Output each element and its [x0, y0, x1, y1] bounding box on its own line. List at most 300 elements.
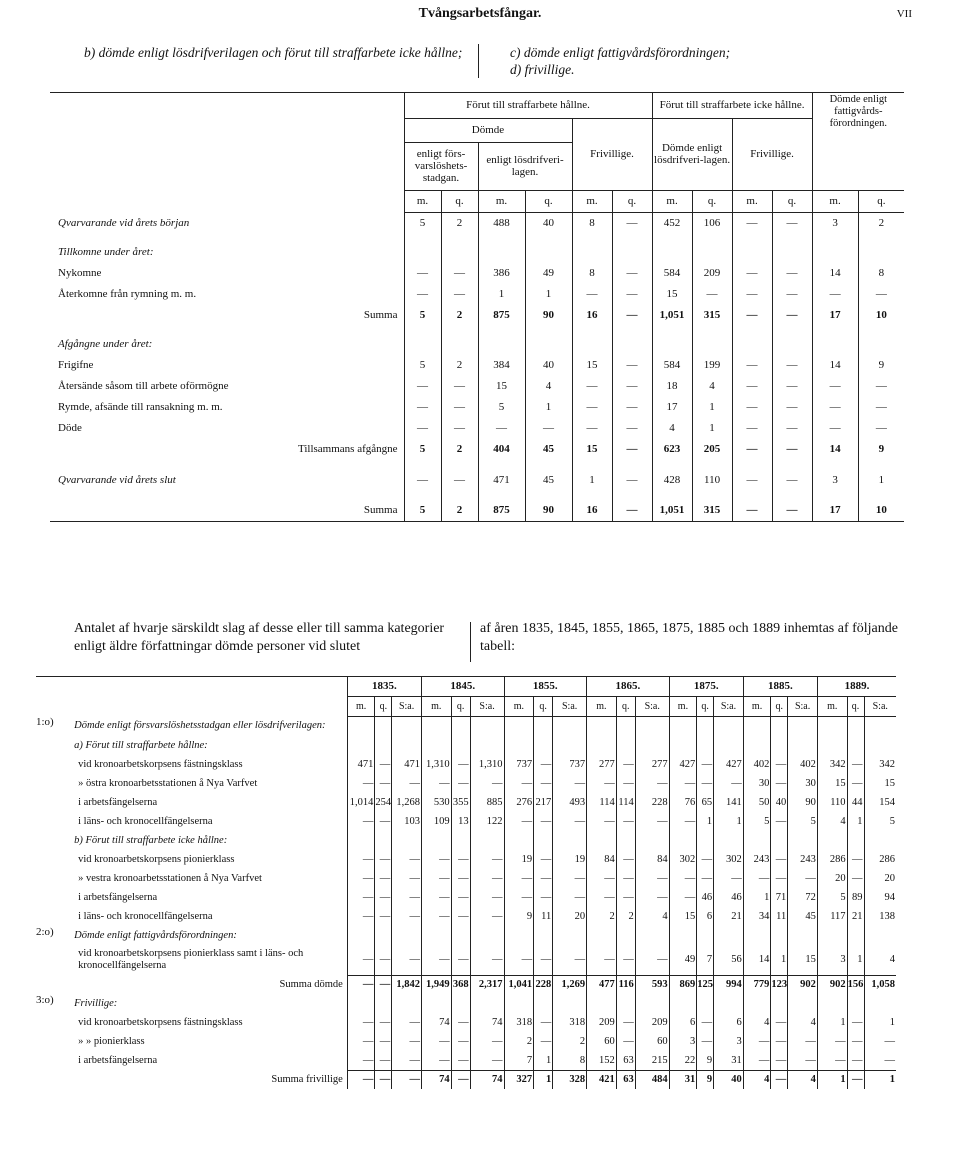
cell: 1 [525, 283, 572, 304]
cell: 471 [478, 469, 525, 490]
cell: 20 [553, 907, 587, 926]
cell [858, 333, 904, 354]
cell: 94 [884, 892, 895, 903]
table-row [36, 774, 896, 793]
cell: 421 [587, 1070, 617, 1089]
cell: 484 [635, 1070, 669, 1089]
cell [743, 736, 771, 755]
cell: — [847, 1013, 864, 1032]
cell: 199 [692, 354, 732, 375]
cell: 10 [858, 500, 904, 521]
unit-header: m. [732, 190, 772, 212]
cell: — [375, 888, 392, 907]
cell [347, 926, 375, 945]
cell: 5 [889, 816, 895, 827]
row-label: Qvarvarande vid årets slut [50, 469, 404, 490]
table-row [50, 333, 904, 354]
cell: 1 [743, 888, 771, 907]
unit-header: m. [478, 190, 525, 212]
cell: 869 [669, 975, 697, 994]
cell: — [470, 774, 504, 793]
cell [504, 831, 534, 850]
cell: 11 [534, 907, 553, 926]
row-label: vid kronoarbetskorpsens fästningsklass [74, 1013, 347, 1032]
cell: 471 [347, 755, 375, 774]
row-number [36, 869, 74, 888]
unit-header: S:a. [635, 696, 669, 716]
unit-header: S:a. [714, 696, 744, 716]
stub-header [36, 676, 347, 716]
cell: 5 [404, 438, 441, 459]
table-row [50, 396, 904, 417]
cell [864, 716, 896, 736]
cell: — [347, 1032, 375, 1051]
paragraph-left: Antalet af hvarje särskildt slag af desse eller till samma kategorier enligt äldre författningar dömde personer vid slutet [74, 621, 445, 654]
cell: — [534, 755, 553, 774]
cell: — [812, 283, 858, 304]
cell [743, 831, 771, 850]
cell: 355 [451, 793, 470, 812]
cell [732, 241, 772, 262]
cell [669, 926, 697, 945]
cell: 277 [587, 755, 617, 774]
unit-header: q. [441, 190, 478, 212]
cell: — [616, 869, 635, 888]
cell [392, 926, 422, 945]
cell [470, 831, 504, 850]
cell: 110 [692, 469, 732, 490]
cell: 737 [553, 755, 587, 774]
cell: 779 [743, 975, 771, 994]
cell: — [847, 1070, 864, 1089]
cell [421, 994, 451, 1013]
cell: 5 [817, 888, 847, 907]
cell: — [553, 945, 587, 975]
row-number [36, 755, 74, 774]
cell: — [392, 869, 422, 888]
cell [612, 241, 652, 262]
cell: — [347, 869, 375, 888]
cell: 1,014 [347, 793, 375, 812]
cell: 22 [669, 1051, 697, 1070]
cell: 89 [847, 888, 864, 907]
cell: 875 [478, 304, 525, 325]
cell [534, 926, 553, 945]
table-row [36, 831, 896, 850]
cell: 3 [714, 1032, 744, 1051]
cell: 4 [889, 954, 895, 966]
cell: — [404, 375, 441, 396]
cell: 20 [884, 873, 895, 884]
cell: 152 [587, 1051, 617, 1070]
cell [392, 716, 422, 736]
row-label: i arbetsfängelserna [74, 793, 347, 812]
cell [572, 241, 612, 262]
cell: 209 [692, 262, 732, 283]
row-number [36, 907, 74, 926]
cell: — [347, 812, 375, 831]
cell: — [347, 1051, 375, 1070]
cell: — [697, 774, 714, 793]
cell: — [572, 283, 612, 304]
cell [392, 831, 422, 850]
cell: — [771, 1032, 788, 1051]
cell: 125 [697, 975, 714, 994]
cell: 1,269 [553, 975, 587, 994]
cell: — [347, 907, 375, 926]
cell: 277 [635, 755, 669, 774]
cell [788, 736, 818, 755]
cell: 71 [771, 888, 788, 907]
cell [375, 926, 392, 945]
cell: — [697, 850, 714, 869]
cell: 1 [817, 1013, 847, 1032]
cell: — [635, 888, 669, 907]
cell [788, 716, 818, 736]
header-frivillige-1: Frivillige. [572, 118, 652, 190]
cell: — [553, 774, 587, 793]
header-fattigvard: Dömde enligt fattigvårds-förordningen. [812, 92, 904, 190]
cell: — [875, 287, 887, 300]
cell: — [772, 212, 812, 233]
cell: 368 [451, 975, 470, 994]
cell: 243 [743, 850, 771, 869]
cell: — [404, 283, 441, 304]
cell: — [347, 945, 375, 975]
cell [771, 926, 788, 945]
cell: 8 [572, 262, 612, 283]
cell: — [817, 1032, 847, 1051]
cell [553, 926, 587, 945]
cell: 471 [392, 755, 422, 774]
cell: 4 [635, 907, 669, 926]
cell: — [587, 869, 617, 888]
cell: 205 [692, 438, 732, 459]
cell: — [375, 907, 392, 926]
cell [772, 241, 812, 262]
cell [451, 994, 470, 1013]
cell [697, 926, 714, 945]
unit-header: q. [771, 696, 788, 716]
unit-header: q. [692, 190, 732, 212]
cell: 2 [441, 304, 478, 325]
cell: 8 [878, 266, 885, 279]
cell: 1,949 [421, 975, 451, 994]
category-c: c) dömde enligt fattigvårdsförordningen; [510, 45, 731, 60]
cell: — [375, 774, 392, 793]
table-row [36, 926, 896, 945]
cell: — [788, 1051, 818, 1070]
row-label: » » pionierklass [74, 1032, 347, 1051]
cell [375, 831, 392, 850]
table-row [36, 793, 896, 812]
cell [421, 716, 451, 736]
cell: 60 [587, 1032, 617, 1051]
unit-header: m. [404, 190, 441, 212]
cell [504, 994, 534, 1013]
cell: — [534, 774, 553, 793]
cell [714, 716, 744, 736]
header-group-2: Förut till straffarbete icke hållne. [652, 92, 812, 118]
cell: 7 [697, 945, 714, 975]
cell: 427 [669, 755, 697, 774]
row-label: Återkomne från rymning m. m. [50, 283, 404, 304]
cell: 530 [421, 793, 451, 812]
cell: 154 [879, 797, 895, 808]
cell [847, 831, 864, 850]
cell [392, 736, 422, 755]
cell [587, 831, 617, 850]
table-row [36, 1051, 896, 1070]
cell [404, 241, 441, 262]
unit-header: m. [817, 696, 847, 716]
cell: 3 [669, 1032, 697, 1051]
cell: — [470, 869, 504, 888]
cell [669, 831, 697, 850]
unit-header: m. [652, 190, 692, 212]
cell: — [612, 375, 652, 396]
row-label: Rymde, afsände till ransakning m. m. [50, 396, 404, 417]
cell: 14 [743, 945, 771, 975]
cell: — [697, 755, 714, 774]
cell: — [347, 850, 375, 869]
cell: — [470, 1032, 504, 1051]
cell: 2 [616, 907, 635, 926]
cell: — [421, 945, 451, 975]
cell [847, 926, 864, 945]
cell: — [732, 500, 772, 521]
cell: — [612, 304, 652, 325]
cell [347, 994, 375, 1013]
cell: — [375, 812, 392, 831]
cell: 15 [884, 778, 895, 789]
cell: — [375, 1032, 392, 1051]
cell: 488 [478, 212, 525, 233]
row-label: i läns- och kronocellfängelserna [74, 907, 347, 926]
cell: 19 [553, 850, 587, 869]
cell: — [812, 396, 858, 417]
cell: — [732, 262, 772, 283]
cell [534, 716, 553, 736]
cell: — [616, 774, 635, 793]
cell: — [375, 945, 392, 975]
row-label: i arbetsfängelserna [74, 888, 347, 907]
cell [470, 736, 504, 755]
cell: 2 [553, 1032, 587, 1051]
cell: 5 [404, 304, 441, 325]
row-label: Frigifne [50, 354, 404, 375]
table-row [50, 241, 904, 262]
cell: 9 [697, 1051, 714, 1070]
cell [714, 926, 744, 945]
cell: 46 [714, 888, 744, 907]
cell: 17 [652, 396, 692, 417]
cell: 342 [817, 755, 847, 774]
table-row [36, 736, 896, 755]
cell: — [587, 774, 617, 793]
cell: — [504, 869, 534, 888]
cell: 1,041 [504, 975, 534, 994]
page-number: VII [896, 8, 912, 20]
cell [572, 333, 612, 354]
cell: 90 [525, 304, 572, 325]
cell: — [772, 469, 812, 490]
cell: 56 [714, 945, 744, 975]
cell [635, 831, 669, 850]
cell: — [772, 354, 812, 375]
cell: — [612, 262, 652, 283]
cell: 1 [889, 1017, 895, 1028]
cell: — [404, 469, 441, 490]
cell: — [772, 304, 812, 325]
cell [697, 716, 714, 736]
cell [470, 926, 504, 945]
cell: 3 [812, 469, 858, 490]
cell: — [875, 379, 887, 392]
cell: 20 [817, 869, 847, 888]
column-divider-2 [470, 622, 471, 662]
cell [864, 926, 896, 945]
cell: — [470, 945, 504, 975]
unit-header: q. [858, 190, 904, 212]
cell: 76 [669, 793, 697, 812]
cell [817, 716, 847, 736]
cell: 9 [697, 1070, 714, 1089]
cell: — [616, 945, 635, 975]
cell [652, 333, 692, 354]
cell: — [697, 1032, 714, 1051]
cell: — [534, 1013, 553, 1032]
cell: 402 [788, 755, 818, 774]
cell: 885 [470, 793, 504, 812]
cell [347, 736, 375, 755]
cell: — [470, 1051, 504, 1070]
cell: — [697, 1013, 714, 1032]
cell: — [771, 850, 788, 869]
table-row [36, 1070, 896, 1089]
cell [697, 831, 714, 850]
cell: — [392, 945, 422, 975]
unit-header: q. [451, 696, 470, 716]
cell: 2 [441, 354, 478, 375]
cell: 5 [404, 500, 441, 521]
cell: — [847, 1051, 864, 1070]
cell: 90 [525, 500, 572, 521]
row-number [36, 888, 74, 907]
table-row [36, 850, 896, 869]
cell [669, 716, 697, 736]
cell: 217 [534, 793, 553, 812]
cell: 11 [771, 907, 788, 926]
cell: 4 [692, 375, 732, 396]
cell: — [635, 869, 669, 888]
cell: 302 [714, 850, 744, 869]
cell: 209 [635, 1013, 669, 1032]
cell: — [771, 1051, 788, 1070]
row-label: Nykomne [50, 262, 404, 283]
row-number: 1:o) [36, 716, 54, 728]
cell: — [441, 283, 478, 304]
cell: — [421, 888, 451, 907]
cell: — [451, 945, 470, 975]
cell: — [697, 869, 714, 888]
cell: 2 [441, 500, 478, 521]
cell: — [616, 1032, 635, 1051]
cell: — [451, 888, 470, 907]
table-row [50, 262, 904, 283]
cell: 84 [587, 850, 617, 869]
cell [635, 736, 669, 755]
cell: — [392, 774, 422, 793]
cell: — [616, 812, 635, 831]
unit-header: m. [812, 190, 858, 212]
cell: — [451, 907, 470, 926]
cell: 302 [669, 850, 697, 869]
cell: 1 [534, 1051, 553, 1070]
cell: 72 [788, 888, 818, 907]
cell: — [553, 812, 587, 831]
cell [652, 241, 692, 262]
cell: — [392, 1051, 422, 1070]
row-label: » östra kronoarbetsstationen å Nya Varfvet [74, 774, 347, 793]
cell: — [587, 888, 617, 907]
cell: 215 [635, 1051, 669, 1070]
cell: — [771, 755, 788, 774]
cell: 228 [534, 975, 553, 994]
cell: 902 [788, 975, 818, 994]
cell: 2,317 [470, 975, 504, 994]
unit-header: q. [697, 696, 714, 716]
cell: 122 [470, 812, 504, 831]
cell: — [451, 1070, 470, 1089]
cell: 1 [692, 396, 732, 417]
cell [504, 716, 534, 736]
cell: — [616, 850, 635, 869]
cell: 6 [714, 1013, 744, 1032]
cell [817, 994, 847, 1013]
cell: 1,058 [864, 975, 896, 994]
cell: — [347, 774, 375, 793]
table-row [36, 907, 896, 926]
cell: 402 [743, 755, 771, 774]
row-label: » vestra kronoarbetsstationen å Nya Varfvet [74, 869, 347, 888]
cell [587, 716, 617, 736]
cell: — [534, 1032, 553, 1051]
cell: — [375, 869, 392, 888]
cell: — [392, 850, 422, 869]
cell: — [470, 850, 504, 869]
cell: 1 [525, 396, 572, 417]
unit-header: q. [847, 696, 864, 716]
cell: — [441, 375, 478, 396]
cell: 1 [878, 473, 885, 486]
cell [616, 994, 635, 1013]
cell: 4 [788, 1070, 818, 1089]
cell [534, 736, 553, 755]
cell: 19 [504, 850, 534, 869]
table-row [50, 375, 904, 396]
cell [504, 736, 534, 755]
cell: 1,310 [421, 755, 451, 774]
cell [771, 716, 788, 736]
unit-header: m. [421, 696, 451, 716]
row-label: Tillkomne under året: [50, 241, 404, 262]
table-row [50, 417, 904, 438]
cell: — [392, 907, 422, 926]
cell: — [451, 774, 470, 793]
table-row [50, 354, 904, 375]
cell: — [772, 438, 812, 459]
